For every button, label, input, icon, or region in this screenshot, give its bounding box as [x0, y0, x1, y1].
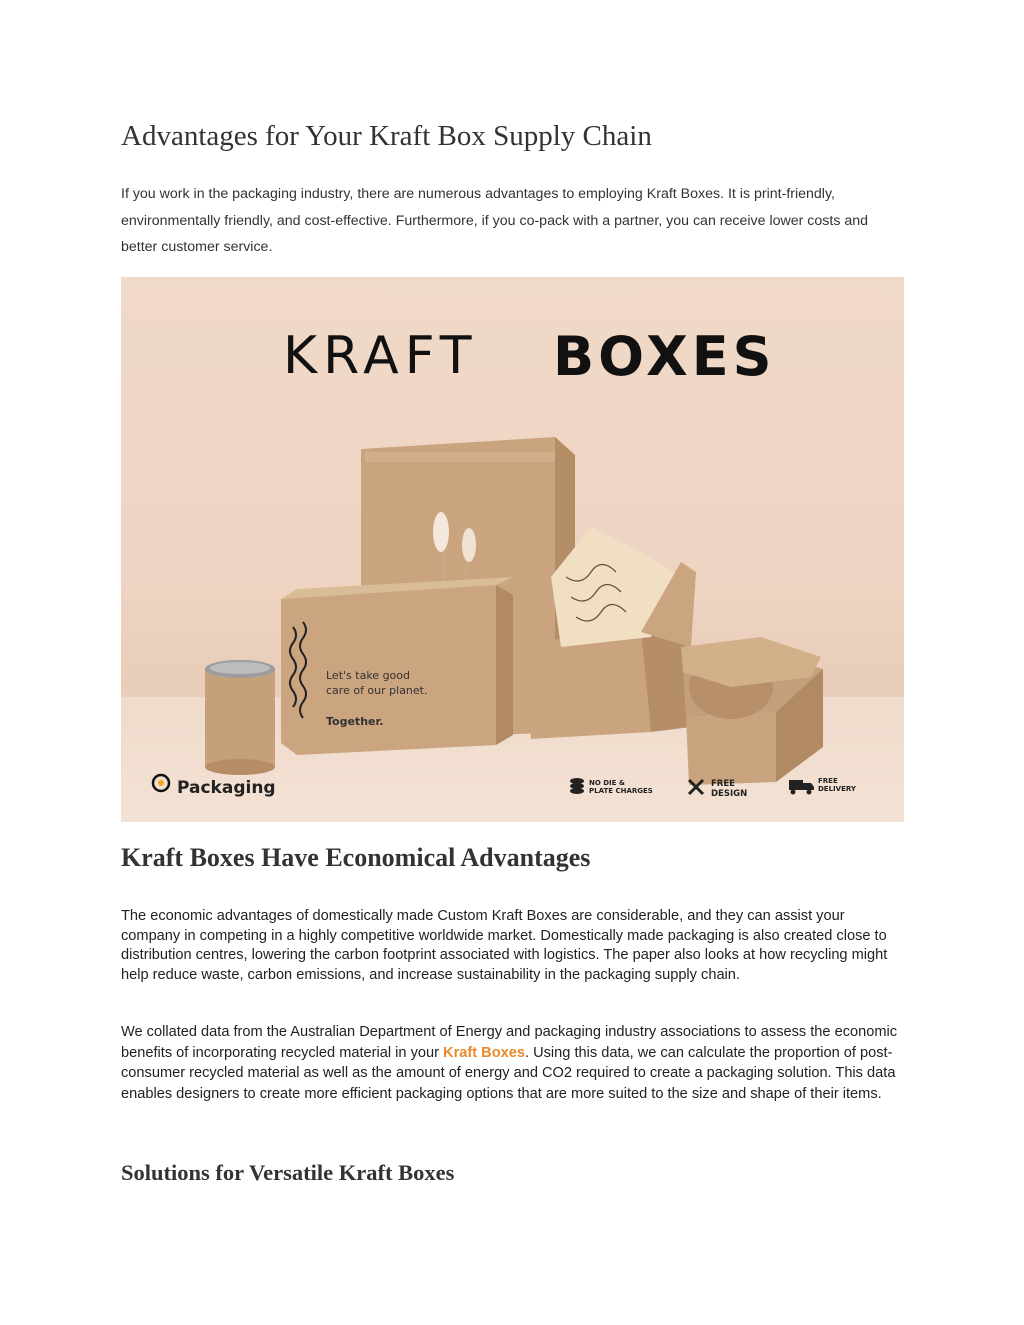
box-print-line3: Together.	[326, 715, 384, 728]
small-box-with-lid	[681, 637, 823, 785]
economical-paragraph-1: The economic advantages of domestically made Custom Kraft Boxes are considerable, and they can assist your company in competing in a highly competitive worldwide market. Domestically made packaging is also created close to distribution centres, lowering the carbon footprint associated with logistics. The paper also looks at how recycling might help reduce waste, carbon emissions, and increase sustainability in the packaging supply chain.	[121, 908, 888, 983]
kraft-tube	[205, 660, 275, 775]
badge-no-die-line1: NO DIE &	[589, 779, 625, 787]
badge-free-delivery-line1: FREE	[818, 777, 838, 785]
paragraph-text-before-link: We collated data from the Australian Department of Energy and packaging industry associations to assess the economic benefits of incorporating recycled material in your	[121, 1024, 898, 1061]
section-heading-solutions: Solutions for Versatile Kraft Boxes	[121, 1160, 455, 1185]
badge-free-delivery-line2: DELIVERY	[818, 785, 856, 793]
printed-mailer-box	[281, 577, 513, 755]
intro-paragraph: If you work in the packaging industry, there are numerous advantages to employing Kraft Boxes. It is print-friendly, environmentally friendly, and cost-effective. Furthermore, if you co-pack with a partner, you can receive lower costs and better customer service.	[121, 186, 869, 255]
section-heading-economical: Kraft Boxes Have Economical Advantages	[121, 843, 591, 872]
kraft-boxes-link[interactable]: Kraft Boxes	[443, 1044, 525, 1061]
badge-free-design-line1: FREE	[711, 779, 735, 789]
grass-tuft-2	[462, 528, 476, 562]
coins-icon	[570, 778, 584, 794]
brand-name: Packaging	[177, 778, 276, 798]
hero-image	[121, 277, 904, 822]
box-print-line1: Let's take good	[326, 669, 410, 682]
hero-headline-boxes: BOXES	[553, 325, 776, 388]
badge-free-design-line2: DESIGN	[711, 789, 748, 799]
grass-tuft-1	[433, 512, 449, 552]
paragraph-text-after-link: . Using this data, we can calculate the proportion of post-consumer recycled material as well as the amount of energy and CO2 required to create a packaging solution. This data enables designers to create more efficient packaging options that are more suited to the size and shape of their items.	[121, 1044, 896, 1103]
page-title: Advantages for Your Kraft Box Supply Chain	[121, 120, 652, 152]
box-print-line2: care of our planet.	[326, 684, 428, 697]
hero-headline-kraft: KRAFT	[283, 326, 478, 386]
badge-no-die-line2: PLATE CHARGES	[589, 787, 653, 795]
economical-paragraph-2	[121, 1022, 905, 1105]
